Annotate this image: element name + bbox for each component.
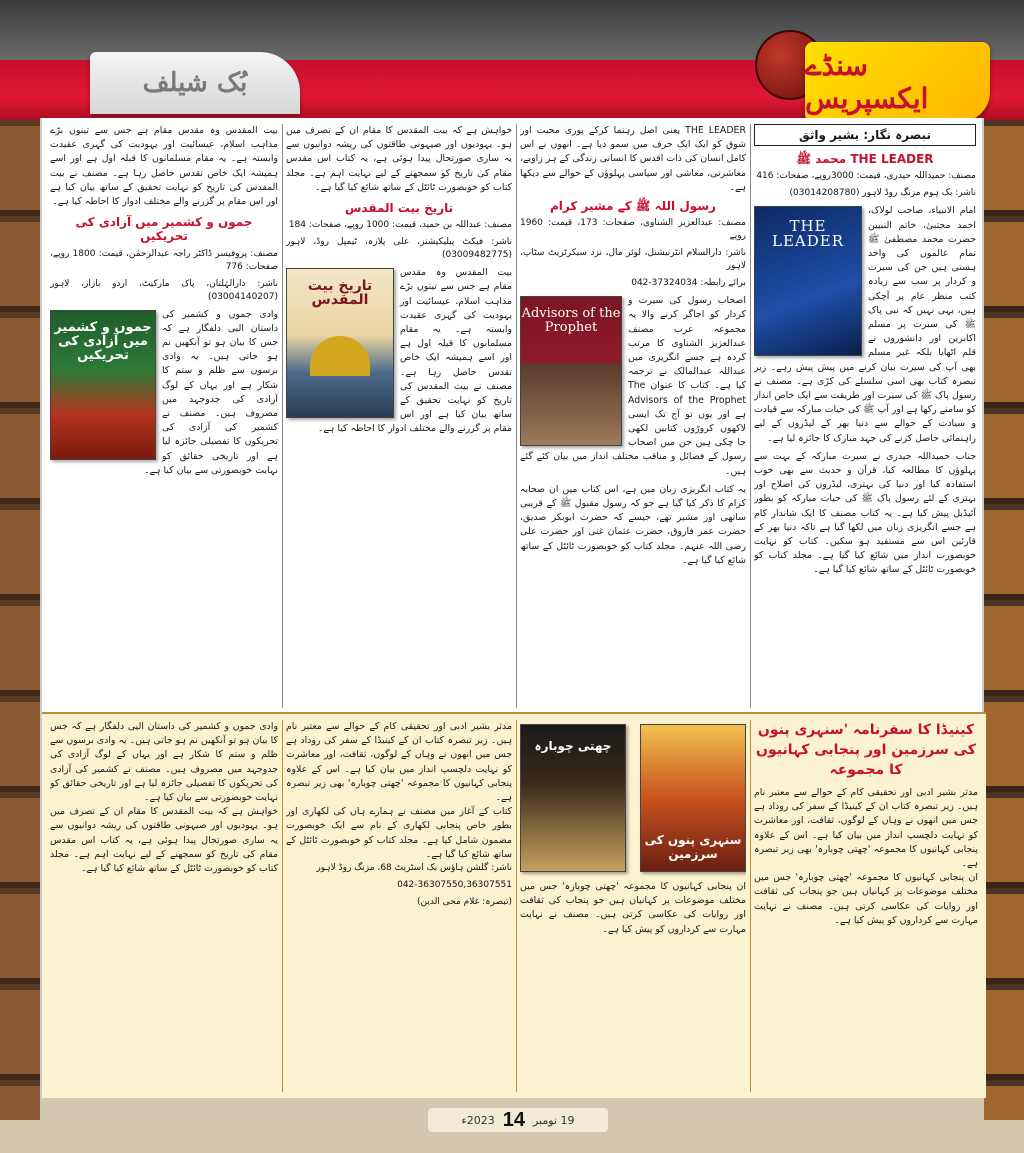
book2-intro: THE LEADER یعنی اصل رہنما کرکے پوری محبت اور شوق کو ایک ایک حرف میں سمو دیا ہے۔ انھوں نے اس کامل انسان کی ذات اقدس کا انسانی زندگی کے ہر زاویے، معاشرتی، معاشی اور سیاسی پہلوؤں کے حوالے سے دیکھا ہے۔ bbox=[520, 125, 746, 193]
book4-body-cont-2: خواہش ہے کہ بیت المقدس کا مقام ان کے تصرف میں ہو۔ یہودیوں اور صیہونی طاقتوں کی ریشہ دوانیوں سے یہ ساری صورتحال پیدا ہوئی ہے، یہ کتاب اس مقدس مقام کی تاریخ کو سمجھنے کے لیے نہایت اہم ہے۔ مجلد کتاب کو خوبصورت ٹائٹل کے ساتھ شائع کیا گیا ہے۔ bbox=[50, 806, 278, 875]
book1-cover bbox=[754, 206, 862, 356]
page-sheet bbox=[40, 118, 984, 1098]
page-number: 14 bbox=[502, 1108, 525, 1131]
book2-cover bbox=[520, 296, 622, 446]
book3-author: مصنف: عبداللہ بن حمید، قیمت: 1000 روپے، صفحات: 184 bbox=[288, 220, 512, 231]
book5-covers bbox=[520, 724, 746, 872]
book5-cover-1 bbox=[640, 724, 746, 872]
book2-title: رسول اللہ ﷺ کے مشیر کرام bbox=[550, 199, 716, 214]
column-divider bbox=[750, 720, 751, 1092]
column-divider bbox=[282, 124, 283, 708]
book2-body-2: اصحاب رسول کی سیرت و کردار کو اجاگر کرنے والا یہ مجموعہ عرب مصنف عبدالعزیز الشناوی کا مرتب کردہ ہے جسے انگریزی میں عبداللہ عبدالمالک نے ترجمہ کیا ہے۔ کتاب کا عنوان The Advisors of the Prophet ہے اور یوں تو آج تک ایسی لاکھوں کروڑوں کتابیں لکھی جا چکی ہیں جن میں اصحاب رسول کے فضائل و مناقب مختلف انداز میں بیان کئے گئے ہیں۔ bbox=[520, 295, 746, 477]
footer-day: 19 نومبر bbox=[532, 1113, 575, 1127]
column-2 bbox=[520, 124, 746, 704]
book3-body: بیت المقدس وہ مقدس مقام ہے جس سے تینوں بڑے مذاہب اسلام، عیسائیت اور یہودیت کی گہری عقیدت وابستہ ہے۔ یہ مقام مسلمانوں کا قبلہ اول ہے اور اسے ہمیشہ ایک خاص تقدس حاصل رہا ہے۔ مصنف نے بیت المقدس کی تاریخ کو نہایت تحقیق کے ساتھ بیان کیا ہے اور اس مقام پر گزرنے والے مختلف ادوار کا احاطہ کیا ہے۔ bbox=[317, 267, 512, 435]
book2-body-3: یہ کتاب انگریزی زبان میں ہے، اس کتاب میں ان صحابہ کرام کا ذکر کیا گیا ہے جو کہ رسول مقبول ﷺ کے قریبی ساتھی اور مشیر تھے، جیسے کہ حضرت ابوبکر صدیق، حضرت عمر فاروق، حضرت عثمان غنی اور حضرت علی رضی اللہ عنہم۔ مجلد کتاب کو خوبصورت ٹائٹل کے ساتھ شائع کیا گیا ہے۔ bbox=[520, 483, 746, 566]
section-title-tab bbox=[90, 52, 300, 114]
book1-cover-title: THE LEADER bbox=[771, 217, 844, 250]
brand-logo bbox=[805, 42, 990, 122]
column-divider bbox=[516, 720, 517, 1092]
bookshelf-left bbox=[0, 120, 40, 1120]
column-divider bbox=[282, 720, 283, 1092]
book4-body-cont: وادی جموں و کشمیر کی داستان الیی دلفگار ہے کہ جس کا بیان ہو تو آنکھیں نم ہو جاتی ہیں۔ یہ وادی برسوں سے ظلم و ستم کا شکار ہے اور یہاں کے لوگ آزادی کی جدوجہد میں مصروف ہیں۔ مصنف نے کشمیر کی آزادی کی تحریکوں کا تفصیلی جائزہ لیا ہے اور تاریخی حقائق کو نہایت خوبصورتی سے بیان کیا ہے۔ bbox=[50, 721, 278, 804]
book4-author: مصنف: پروفیسر ڈاکٹر راجہ عبدالرحمٰن، قیمت: 1800 روپے، صفحات: 776 bbox=[50, 248, 278, 272]
column-4 bbox=[50, 124, 278, 704]
book2-phone: برائے رابطہ: 37324034-042 bbox=[631, 278, 746, 289]
book2-publisher: ناشر: دارالسلام انٹرنیشنل، لوئر مال، نزد سیکرٹریٹ سٹاپ، لاہور bbox=[520, 248, 746, 272]
book5-reviewer: (تبصرہ: غلام محی الدین) bbox=[416, 897, 512, 908]
column-divider bbox=[750, 124, 751, 708]
book5-body-1b: ان پنجابی کہانیوں کا مجموعہ 'چھتی چوبارہ' جس میں مختلف موضوعات پر کہانیاں ہیں جو پنجاب کی ثقافت اور روایات کی عکاسی کرتی ہیں۔ مصنف نے نہایت مہارت سے کرداروں کو پیش کیا ہے۔ bbox=[754, 872, 978, 926]
book1-author: مصنف: حمیداللہ حیدری، قیمت: 3000روپے، صفحات: 416 bbox=[756, 171, 976, 182]
book5-body-3a: مدثر بشیر ادبی اور تحقیقی کام کے حوالے سے معتبر نام ہیں۔ زیر تبصرہ کتاب ان کے کینیڈا کے سفر کی روداد ہے جس میں انھوں نے وہاں کے لوگوں، ثقافت، اور معاشرت کو نہایت دلچسپ انداز میں بیان کیا ہے۔ اس کے علاوہ پنجابی کہانیوں کا مجموعہ 'چھتی چوبارہ' بھی زیر تبصرہ ہے۔ bbox=[286, 721, 512, 804]
book4-cover-title: جموں و کشمیر میں آزادی کی تحریکیں bbox=[54, 319, 152, 364]
book5-publisher: ناشر: گلشن ہاؤس بک اسٹریٹ 68، مزنگ روڈ لاہور bbox=[316, 863, 512, 874]
book2-author: مصنف: عبدالعزیز الشناوی، صفحات: 173، قیمت: 1960 روپے bbox=[520, 218, 746, 242]
bottom-column-3 bbox=[286, 720, 512, 1096]
book5-body-2: ان پنجابی کہانیوں کا مجموعہ 'چھتی چوبارہ' جس میں مختلف موضوعات پر کہانیاں ہیں جو پنجاب کی ثقافت اور روایات کی عکاسی کرتی ہیں۔ مصنف نے نہایت مہارت سے کرداروں کو پیش کیا ہے۔ bbox=[520, 881, 746, 935]
column-1 bbox=[754, 124, 976, 704]
book5-cover-2-title: چھتی چوبارہ bbox=[534, 739, 612, 753]
book5-phone: 042-36307550,36307551 bbox=[397, 880, 512, 891]
column-divider bbox=[516, 124, 517, 708]
bottom-column-1 bbox=[754, 720, 978, 1096]
book5-body-1: مدثر بشیر ادبی اور تحقیقی کام کے حوالے سے معتبر نام ہیں۔ زیر تبصرہ کتاب ان کے کینیڈا کے سفر کی روداد ہے جس میں انھوں نے وہاں کے لوگوں، ثقافت، اور معاشرت کو نہایت دلچسپ انداز میں بیان کیا ہے۔ اس کے علاوہ پنجابی کہانیوں کا مجموعہ 'چھتی چوبارہ' بھی زیر تبصرہ ہے۔ bbox=[754, 787, 978, 870]
book1-title: THE LEADER محمد ﷺ bbox=[796, 152, 934, 167]
book1-body-2: جناب حمیداللہ حیدری نے سیرت مبارکہ کے بہت سے پہلوؤں کا مطالعہ کیا، قرآن و حدیث سے بھی خوب استفادہ کیا اور دنیا کی بہتری، لیڈروں کی اصلاح اور بہتری کے لئے رسول پاک ﷺ کی حیات مبارکہ کو بطور آئیڈیل پیش کیا ہے۔ یہ کتاب مصنف کا ایک شاندار کام ہے جسے انگریزی زبان میں لکھا گیا ہے تاکہ دنیا بھر کے قارئین اس سے مستفید ہو سکیں۔ کتاب کو نہایت خوبصورت انداز میں شائع کیا گیا ہے۔ مجلد کتاب کو خوبصورت ٹائٹل کے ساتھ شائع کیا گیا ہے۔ bbox=[754, 450, 976, 576]
book4-title: جموں و کشمیر میں آزادی کی تحریکیں bbox=[75, 215, 253, 244]
book4-cover bbox=[50, 310, 156, 460]
brand-name: سنڈے ایکسپریس bbox=[805, 49, 929, 115]
bottom-column-4 bbox=[50, 720, 278, 1096]
book4-publisher: ناشر: دارالہٰلتان، پاک مارکیٹ، اردو بازار، لاہور (03004140207) bbox=[50, 278, 278, 302]
book5-body-3b: کتاب کے آغاز میں مصنف نے ہمارے ہاں کی لکھاری اور بطور خاص پنجابی لکھاری کے نام سے ایک خوبصورت مضمون شامل کیا ہے۔ مجلد کتاب کو خوبصورت ٹائٹل کے ساتھ شائع کیا گیا ہے۔ bbox=[286, 806, 512, 860]
book1-publisher: ناشر: بک ہوم مزنگ روڈ لاہور (03014208780) bbox=[789, 188, 976, 199]
column-3 bbox=[286, 124, 512, 704]
footer-date bbox=[428, 1108, 608, 1132]
book3-title: تاریخ بیت المقدس bbox=[344, 201, 454, 216]
reviewer-box: تبصرہ نگار: بشیر واثق bbox=[754, 124, 976, 146]
book4-lead: بیت المقدس وہ مقدس مقام ہے جس سے تینوں بڑے مذاہب اسلام، عیسائیت اور یہودیت کی گہری عقیدت وابستہ ہے۔ یہ مقام مسلمانوں کا قبلہ اول ہے اور اسے ہمیشہ ایک خاص تقدس حاصل رہا ہے۔ مصنف نے بیت المقدس کی تاریخ کو نہایت تحقیق کے ساتھ بیان کیا ہے اور اس مقام پر گزرنے والے مختلف ادوار کا احاطہ کیا ہے۔ bbox=[50, 125, 278, 208]
book2-cover-title: Advisors of the Prophet bbox=[521, 306, 621, 336]
book1-body-1: امام الانبیاء، صاحب لولاک، احمد مجتبیٰ، خاتم النبیین حضرت محمد مصطفیٰ ﷺ تمام عالموں کی واحد ہستی ہیں جن کی سیرت و کردار پر سب سے زیادہ کتب منظر عام پر آچکی ہیں، یہی نہیں کہ نبی پاک ﷺ کی سیرت پر مسلم اکابرین اور دانشوروں نے قلم اٹھایا بلکہ غیر مسلم بھی آپ کی سیرت بیان کرنے میں پیش پیش رہے۔ زیر تبصرہ کتاب بھی اسی سلسلے کی کڑی ہے۔ مصنف نے رسول پاک ﷺ کی سیرت اور طریقت سے ایک خاص انداز کو سامنے رکھا ہے اور آپ ﷺ کی حیات مبارکہ سے قیادت و سیادت کے حوالے سے دنیا بھر کے لیڈروں کے لیے راہنمائی حاصل کرنے کی جہد مبارک کا جائزہ لیا ہے۔ bbox=[754, 205, 976, 444]
book5-title: کینیڈا کا سفرنامہ 'سنہری پنوں کی سرزمین اور پنجابی کہانیوں کا مجموعہ bbox=[756, 722, 976, 778]
book3-intro: خواہش ہے کہ بیت المقدس کا مقام ان کے تصرف میں ہو۔ یہودیوں اور صیہونی طاقتوں کی ریشہ دوانیوں سے یہ ساری صورتحال پیدا ہوئی ہے، یہ کتاب اس مقدس مقام کی تاریخ کو سمجھنے کے لیے نہایت اہم ہے۔ مجلد کتاب کو خوبصورت ٹائٹل کے ساتھ شائع کیا گیا ہے۔ bbox=[286, 125, 512, 193]
bookshelf-right bbox=[984, 120, 1024, 1120]
book3-cover bbox=[286, 268, 394, 418]
bottom-column-2 bbox=[520, 720, 746, 1096]
dome-image bbox=[310, 336, 370, 376]
book5-cover-1-title: سنہری پنوں کی سرزمین bbox=[644, 832, 742, 861]
book4-body: وادی جموں و کشمیر کی داستان الیی دلفگار ہے کہ جس کا بیان ہو تو آنکھیں نم ہو جاتی ہیں۔ یہ وادی برسوں سے ظلم و ستم کا شکار ہے اور یہاں کے لوگ آزادی کی جدوجہد میں مصروف ہیں۔ مصنف نے کشمیر کی آزادی کی تحریکوں کا تفصیلی جائزہ لیا ہے اور تاریخی حقائق کو نہایت خوبصورتی سے بیان کیا ہے۔ bbox=[143, 308, 278, 476]
section-title: بُک شیلف bbox=[142, 68, 248, 98]
book3-publisher: ناشر: فیکٹ پبلیکیشنز، علی پلازہ، ٹیمپل روڈ، لاہور (03009482775) bbox=[286, 237, 512, 261]
footer bbox=[0, 1100, 1024, 1153]
footer-year: 2023ء bbox=[461, 1113, 495, 1127]
book3-cover-title: تاریخ بیت المقدس bbox=[307, 278, 373, 309]
bottom-review-region bbox=[42, 712, 986, 1098]
book5-cover-2 bbox=[520, 724, 626, 872]
